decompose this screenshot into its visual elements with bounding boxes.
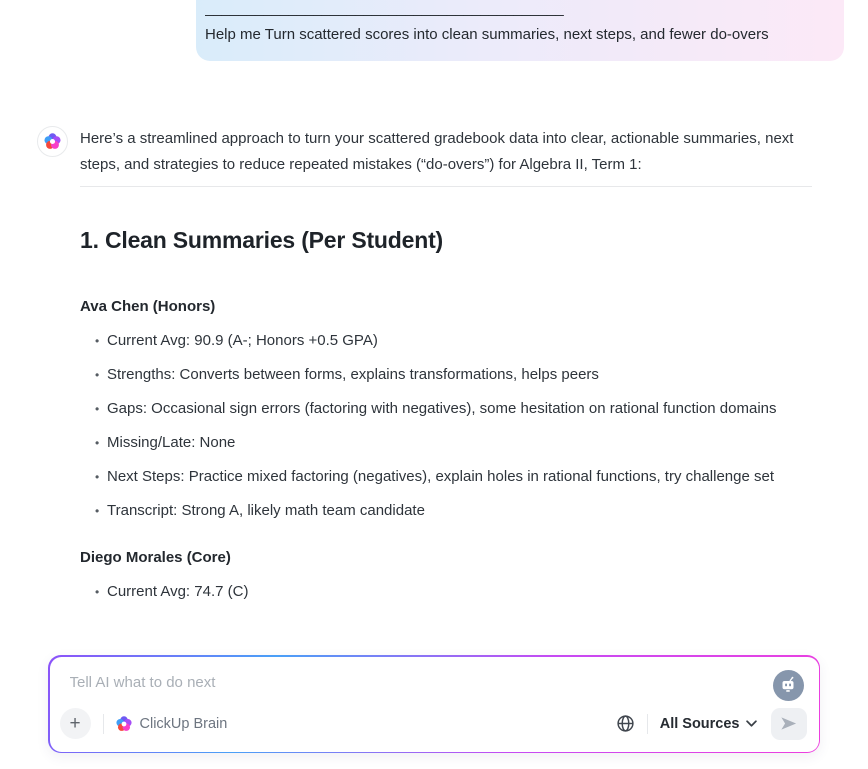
list-item: • Next Steps: Practice mixed factoring (negatives), explain holes in rational functions, try challenge set — [80, 465, 842, 489]
student-section-diego — [80, 547, 842, 604]
student-bullet-list — [80, 329, 842, 523]
message-divider — [80, 186, 812, 187]
robot-icon — [778, 675, 798, 695]
student-section-ava — [80, 296, 842, 523]
composer-toolbar — [60, 707, 807, 741]
list-item: • Current Avg: 74.7 (C) — [80, 580, 842, 604]
student-name: Ava Chen (Honors) — [80, 298, 216, 315]
sources-dropdown-label: All Sources — [659, 715, 740, 732]
toolbar-divider — [647, 714, 648, 734]
section-heading: 1. Clean Summaries (Per Student) — [80, 227, 443, 253]
globe-icon — [616, 714, 635, 733]
list-item: • Strengths: Converts between forms, explains transformations, helps peers — [80, 363, 842, 387]
web-search-button[interactable] — [616, 714, 635, 733]
student-name: Diego Morales (Core) — [80, 549, 231, 566]
user-message-text: Help me Turn scattered scores into clean summaries, next steps, and fewer do-overs — [205, 26, 769, 43]
assistant-avatar — [37, 126, 68, 157]
plus-icon: + — [69, 712, 81, 734]
list-item: • Transcript: Strong A, likely math team candidate — [80, 499, 842, 523]
user-message-bubble — [196, 0, 844, 61]
ai-agent-button[interactable] — [773, 670, 804, 701]
composer-inner — [50, 657, 819, 752]
assistant-intro-text: Here’s a streamlined approach to turn your scattered gradebook data into clear, actionable summaries, next steps, and strategies to reduce repeated mistakes (“do-overs”) for Algebra II, Term 1: — [80, 130, 794, 173]
toolbar-divider — [103, 714, 104, 734]
paper-plane-icon — [779, 714, 798, 733]
send-button[interactable] — [771, 708, 807, 740]
composer-input[interactable] — [68, 673, 632, 692]
list-item: • Missing/Late: None — [80, 431, 842, 455]
add-attachment-button[interactable] — [60, 708, 91, 739]
composer — [48, 655, 820, 753]
list-item: • Gaps: Occasional sign errors (factoring with negatives), some hesitation on rational function domains — [80, 397, 779, 421]
model-selector[interactable] — [116, 716, 228, 732]
chevron-down-icon — [746, 720, 757, 727]
student-summaries — [80, 296, 842, 614]
clickup-brain-flower-icon — [116, 716, 132, 732]
model-selector-label: ClickUp Brain — [139, 715, 228, 732]
clickup-brain-flower-icon — [44, 133, 61, 150]
list-item: • Current Avg: 90.9 (A-; Honors +0.5 GPA) — [80, 329, 842, 353]
user-message-underscore-line: ___________________________________________ — [205, 0, 564, 17]
student-bullet-list — [80, 580, 842, 604]
sources-dropdown[interactable] — [660, 716, 757, 732]
